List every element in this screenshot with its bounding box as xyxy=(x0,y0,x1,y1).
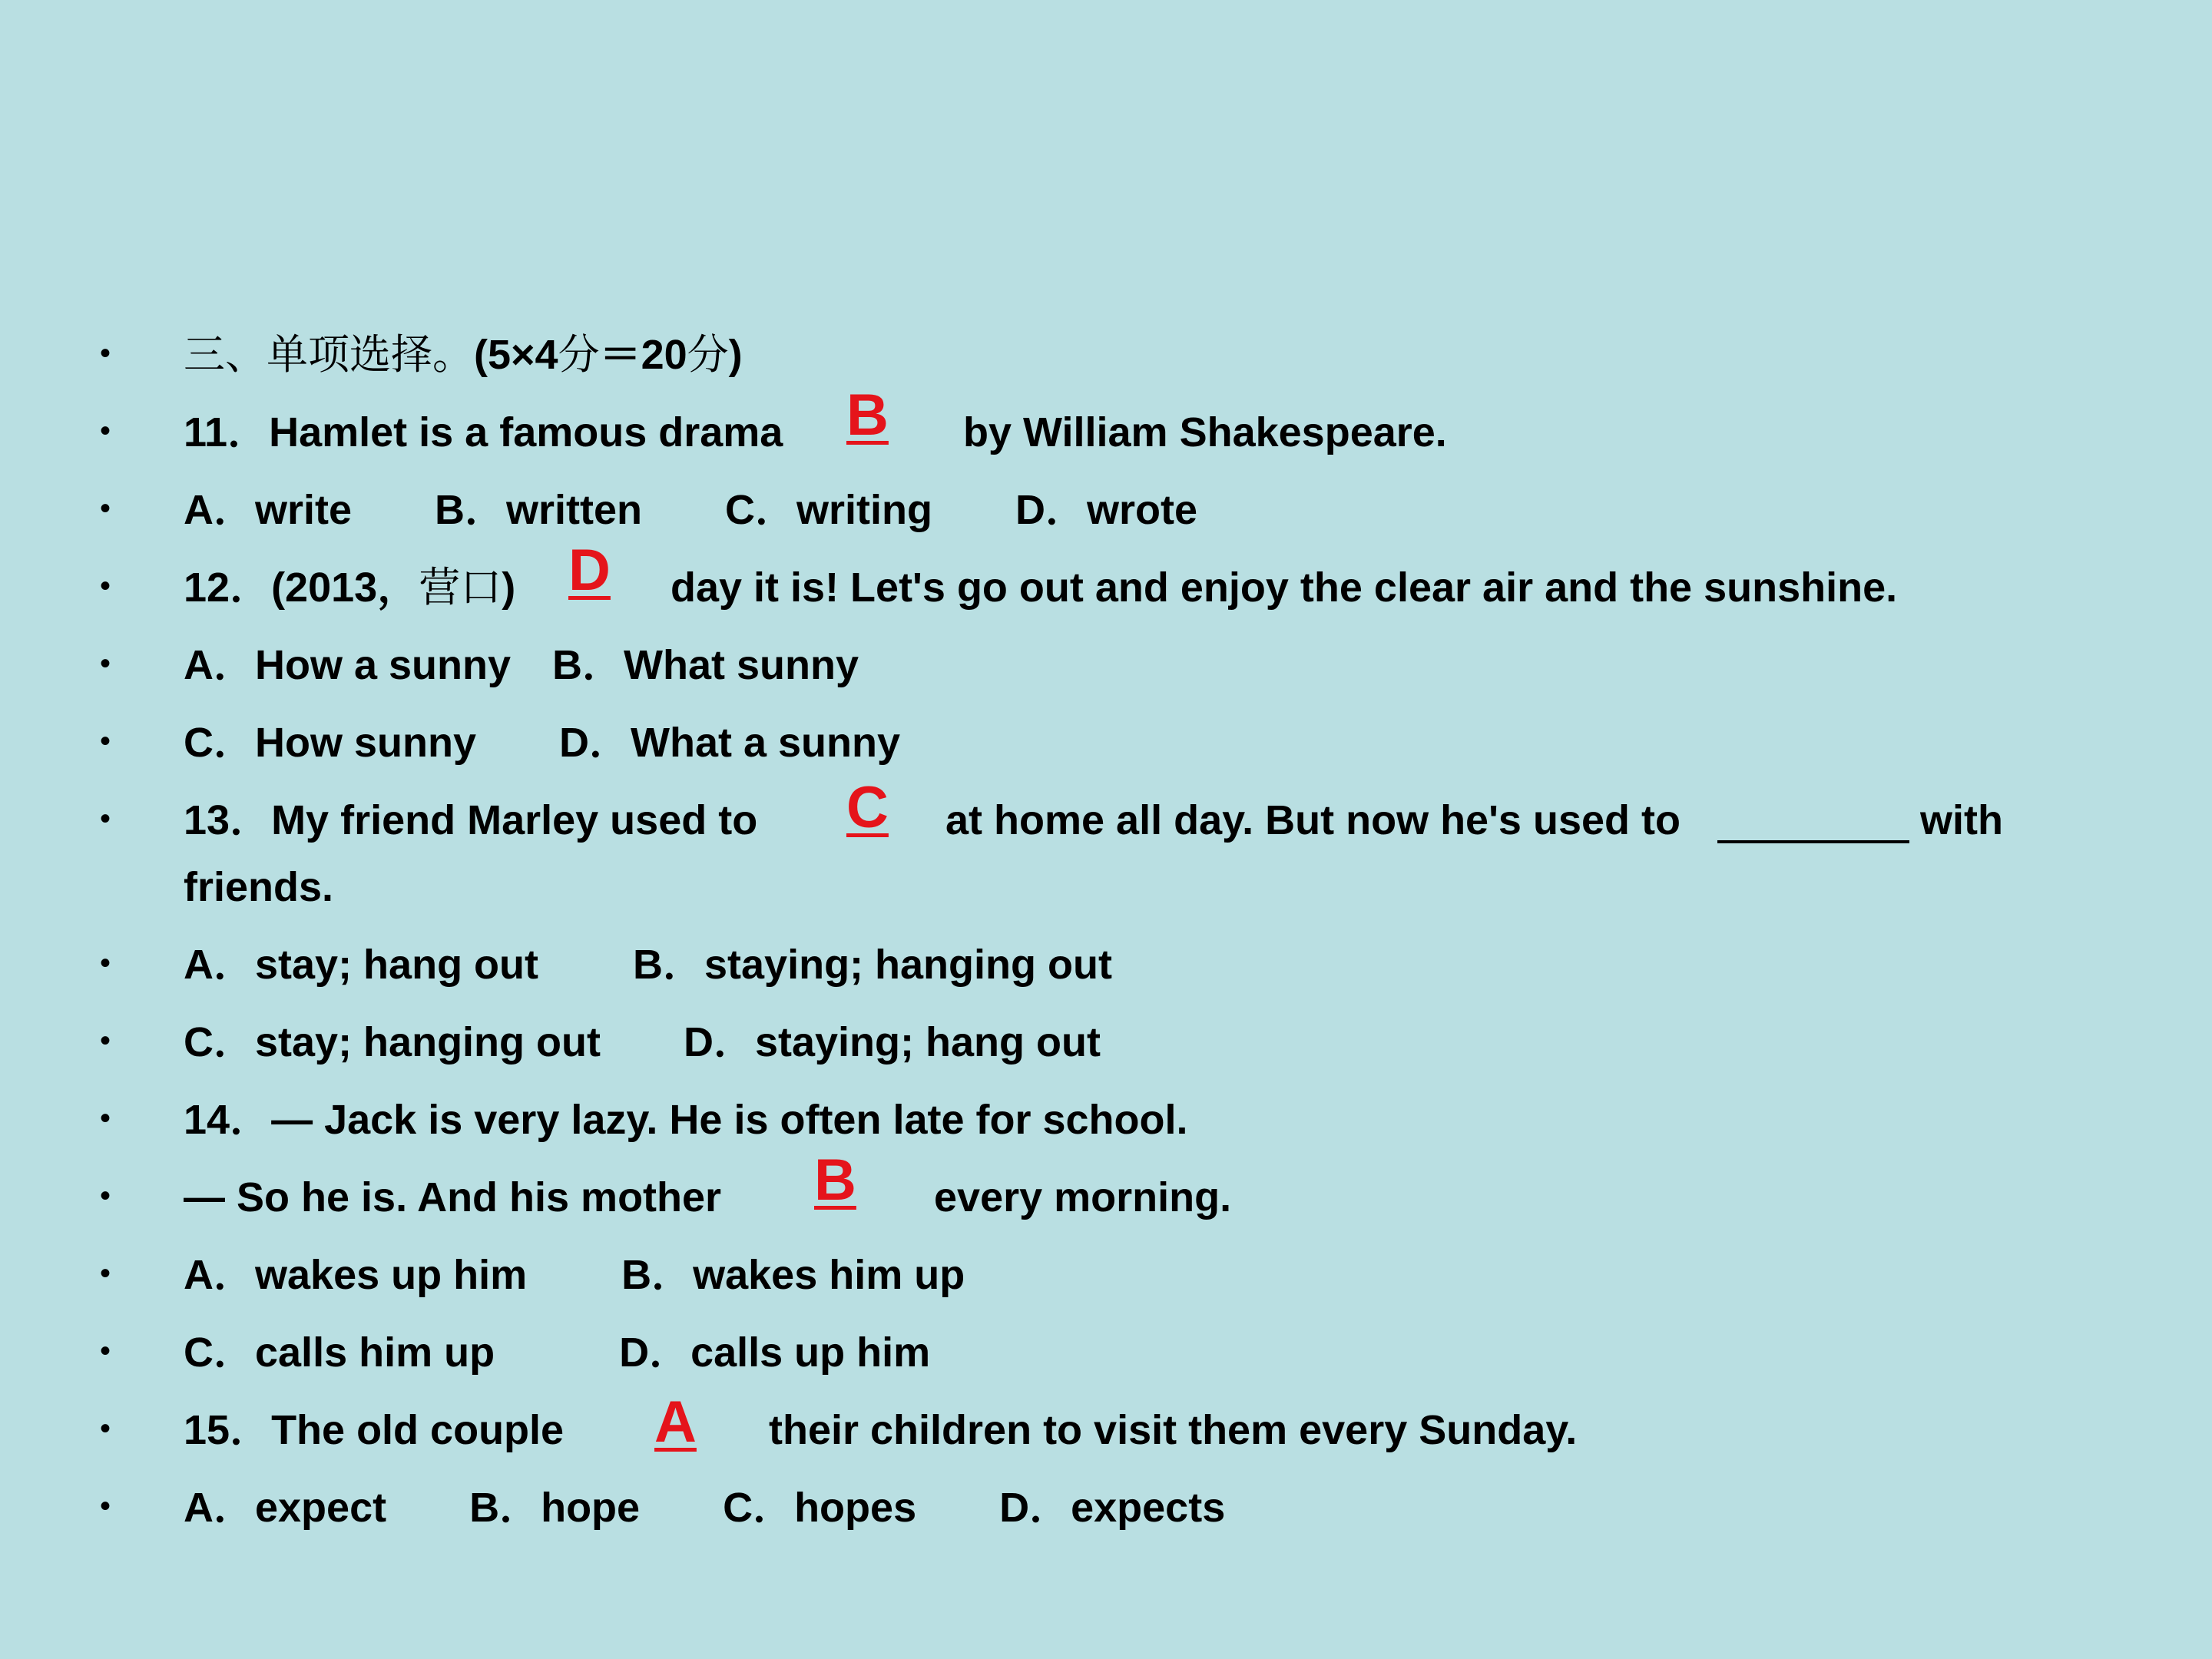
bullet-icon: • xyxy=(100,802,111,836)
question-11-stem-a: 11．Hamlet is a famous drama xyxy=(184,409,783,455)
section-header-eq: ＝20 xyxy=(599,332,687,378)
question-14-stem-b2: every morning. xyxy=(934,1174,1232,1220)
question-14-answer: B xyxy=(814,1147,856,1213)
question-11-answer: B xyxy=(846,382,889,448)
question-12-close: ) xyxy=(502,565,516,611)
question-13-options-1: A．stay; hang out B．staying; hanging out xyxy=(184,942,1112,988)
bullet-icon: • xyxy=(100,569,111,603)
question-11-line xyxy=(0,382,2212,463)
question-12-options-2-line xyxy=(0,712,2212,773)
question-15-options: A．expect B．hope C．hopes D．expects xyxy=(184,1485,1226,1531)
bullet-icon: • xyxy=(100,492,111,525)
section-header xyxy=(184,324,743,386)
question-15-options-line xyxy=(0,1477,2212,1538)
bullet-icon: • xyxy=(100,336,111,370)
question-13-answer: C xyxy=(846,775,889,840)
bullet-icon: • xyxy=(100,414,111,448)
section-header-close: ) xyxy=(728,332,743,378)
question-12-options-2: C．How sunny D．What a sunny xyxy=(184,720,901,766)
question-12-options-1: A．How a sunny B．What sunny xyxy=(184,642,859,688)
bullet-icon: • xyxy=(100,1024,111,1058)
question-12-num: 12．(2013， xyxy=(184,565,419,611)
question-12-answer: D xyxy=(568,538,611,603)
question-11-options-line xyxy=(0,479,2212,541)
section-header-fen-1: 分 xyxy=(558,330,600,379)
question-13-options-2-line xyxy=(0,1012,2212,1073)
question-13-stem-d: friends. xyxy=(184,864,334,910)
bullet-icon: • xyxy=(100,1489,111,1523)
bullet-icon: • xyxy=(100,647,111,680)
question-13-stem-a: 13．My friend Marley used to xyxy=(184,797,758,843)
question-14-stem-b1: — So he is. And his mother xyxy=(184,1174,722,1220)
question-14-line xyxy=(0,1089,2212,1151)
bullet-icon: • xyxy=(100,724,111,758)
question-15-stem-b: their children to visit them every Sunday. xyxy=(769,1407,1578,1453)
bullet-icon: • xyxy=(100,1101,111,1135)
question-13-stem-c: with xyxy=(1920,797,2003,843)
section-header-fen-2: 分 xyxy=(687,330,729,379)
bullet-icon: • xyxy=(100,1334,111,1368)
bullet-icon: • xyxy=(100,1179,111,1213)
question-14-stem-a: 14．— Jack is very lazy. He is often late for school. xyxy=(184,1097,1188,1143)
question-14-options-1-line xyxy=(0,1244,2212,1306)
bullet-icon: • xyxy=(100,1412,111,1445)
question-13-continuation-line xyxy=(0,856,2212,918)
question-15-stem-a: 15．The old couple xyxy=(184,1407,565,1453)
bullet-icon: • xyxy=(100,1257,111,1290)
question-15-answer: A xyxy=(654,1389,697,1455)
question-13-options-2: C．stay; hanging out D．staying; hang out xyxy=(184,1019,1101,1065)
question-12-stem-b: day it is! Let's go out and enjoy the clear air and the sunshine. xyxy=(671,565,1898,611)
question-12-options-1-line xyxy=(0,634,2212,696)
section-header-cn: 三、单项选择。 xyxy=(184,330,474,379)
section-header-score: (5×4 xyxy=(474,332,558,378)
question-13-stem-b: at home all day. But now he's used to xyxy=(945,797,1681,843)
section-header-line xyxy=(0,324,2212,386)
question-14-options-2: C．calls him up D．calls up him xyxy=(184,1330,931,1376)
question-12-number xyxy=(184,557,515,618)
question-14-response-line xyxy=(0,1147,2212,1228)
question-13-options-1-line xyxy=(0,934,2212,995)
question-12-line xyxy=(0,538,2212,618)
bullet-icon: • xyxy=(100,946,111,980)
question-15-line xyxy=(0,1389,2212,1461)
question-12-place: 营口 xyxy=(419,563,502,611)
question-11-stem-b: by William Shakespeare. xyxy=(963,409,1447,455)
question-14-options-1: A．wakes up him B．wakes him up xyxy=(184,1252,965,1298)
question-13-blank xyxy=(1717,797,1909,843)
question-14-options-2-line xyxy=(0,1322,2212,1383)
question-11-options: A．write B．written C．writing D．wrote xyxy=(184,487,1198,533)
question-13-line xyxy=(0,775,2212,851)
